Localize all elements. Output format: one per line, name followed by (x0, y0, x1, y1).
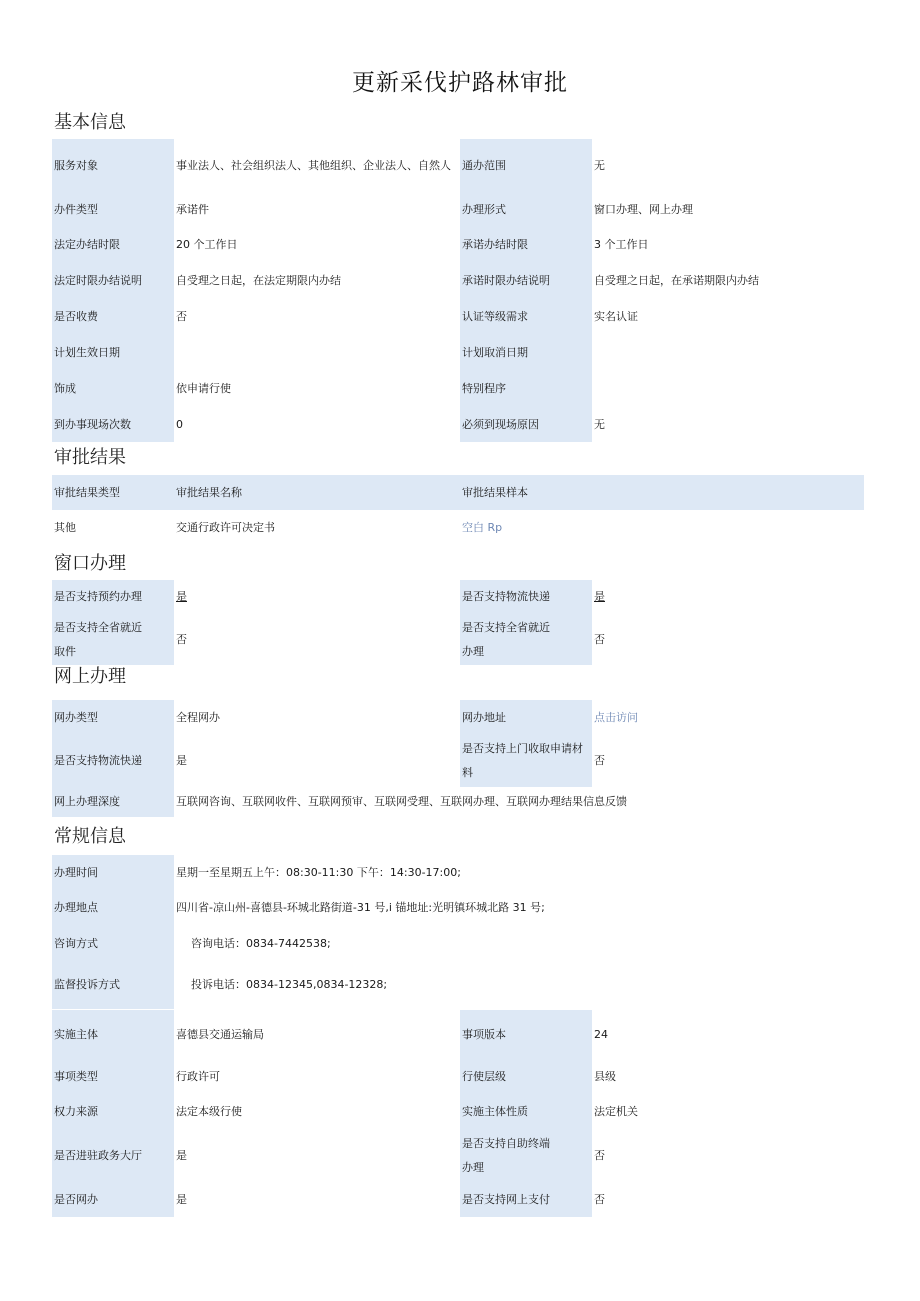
table-cell (592, 510, 864, 545)
field-label: 事项版本 (460, 1010, 592, 1059)
field-value: 法定机关 (592, 1094, 864, 1129)
field-label: 是否支持自助终端办理 (460, 1129, 592, 1182)
field-label: 饰成 (52, 371, 174, 407)
field-label: 办理形式 (460, 192, 592, 227)
table-row (52, 1129, 864, 1182)
field-label: 服务对象 (52, 139, 174, 192)
field-value: 否 (592, 735, 864, 787)
sample-link[interactable]: 空白 Rp (460, 510, 592, 545)
field-value: 自受理之日起，在法定期限内办结 (174, 262, 460, 299)
field-label: 承诺办结时限 (460, 227, 592, 262)
online-service-table (52, 700, 864, 817)
table-row (52, 1094, 864, 1129)
field-value: 否 (174, 614, 460, 665)
field-value: 否 (592, 1129, 864, 1182)
field-value: 星期一至星期五上午：08:30-11:30 下午：14:30-17:00; (174, 855, 864, 890)
column-header: 审批结果名称 (174, 475, 460, 510)
field-label: 办件类型 (52, 192, 174, 227)
field-value: 0 (174, 407, 460, 442)
field-value (174, 335, 460, 371)
approval-result-table (52, 475, 864, 545)
field-value: 是 (174, 1129, 460, 1182)
field-label: 网办地址 (460, 700, 592, 735)
field-label: 计划生效日期 (52, 335, 174, 371)
field-label: 监督投诉方式 (52, 961, 174, 1009)
table-row (52, 407, 864, 442)
field-value: 四川省-凉山州-喜德县-环城北路街道-31 号,i 锚地址:光明镇环城北路 31 号; (174, 890, 864, 926)
field-label: 办理地点 (52, 890, 174, 926)
table-cell: 其他 (52, 510, 174, 545)
field-value: 县级 (592, 1059, 864, 1094)
field-value: 无 (592, 407, 864, 442)
field-label: 认证等级需求 (460, 299, 592, 335)
table-row (52, 1059, 864, 1094)
field-value: 喜德县交通运输局 (174, 1010, 460, 1059)
field-label: 行使层级 (460, 1059, 592, 1094)
field-label: 实施主体 (52, 1010, 174, 1059)
field-value: 依申请行使 (174, 371, 460, 407)
field-label: 咨询方式 (52, 926, 174, 961)
field-label: 是否支持物流快递 (52, 735, 174, 787)
field-value: 窗口办理、网上办理 (592, 192, 864, 227)
table-row (52, 961, 864, 1009)
table-row (52, 192, 864, 227)
field-value: 全程网办 (174, 700, 460, 735)
field-label: 是否支持物流快递 (460, 580, 592, 614)
table-row (52, 262, 864, 299)
table-row (52, 139, 864, 192)
field-value: 实名认证 (592, 299, 864, 335)
field-label: 事项类型 (52, 1059, 174, 1094)
table-row (52, 926, 864, 961)
field-value: 20 个工作日 (174, 227, 460, 262)
field-label: 必须到现场原因 (460, 407, 592, 442)
table-header-row (52, 475, 864, 510)
field-label: 是否支持全省就近办理 (460, 614, 592, 665)
section-title-general: 常规信息 (54, 826, 126, 847)
field-label: 通办范围 (460, 139, 592, 192)
page-title: 更新采伐护路林审批 (352, 70, 568, 96)
field-label: 办理时间 (52, 855, 174, 890)
field-value: 事业法人、社会组织法人、其他组织、企业法人、自然人 (174, 139, 460, 192)
basic-info-grid (52, 139, 864, 442)
field-label: 计划取消日期 (460, 335, 592, 371)
field-label: 是否收费 (52, 299, 174, 335)
section-title-basic: 基本信息 (54, 112, 126, 133)
table-row (52, 580, 864, 614)
table-row (52, 335, 864, 371)
field-label: 实施主体性质 (460, 1094, 592, 1129)
field-label: 到办事现场次数 (52, 407, 174, 442)
field-label: 权力来源 (52, 1094, 174, 1129)
general-info-wide-table (52, 855, 864, 1009)
field-value: 咨询电话：0834-7442538; (174, 926, 864, 961)
field-label: 是否进驻政务大厅 (52, 1129, 174, 1182)
field-value: 自受理之日起，在承诺期限内办结 (592, 262, 864, 299)
table-row (52, 735, 864, 787)
field-label: 是否网办 (52, 1182, 174, 1217)
table-row (52, 614, 864, 665)
field-value: 投诉电话：0834-12345,0834-12328; (174, 961, 864, 1009)
field-label: 是否支持全省就近取件 (52, 614, 174, 665)
field-value: 无 (592, 139, 864, 192)
online-address-link[interactable]: 点击访问 (592, 700, 864, 735)
field-value: 是 (592, 580, 864, 614)
field-label: 特别程序 (460, 371, 592, 407)
column-header (592, 475, 864, 510)
table-row (52, 371, 864, 407)
field-label: 是否支持网上支付 (460, 1182, 592, 1217)
field-value: 否 (592, 1182, 864, 1217)
section-title-window: 窗口办理 (54, 553, 126, 574)
field-value: 法定本级行使 (174, 1094, 460, 1129)
field-label: 网办类型 (52, 700, 174, 735)
table-row (52, 855, 864, 890)
table-row (52, 299, 864, 335)
section-title-result: 审批结果 (54, 447, 126, 468)
table-row (52, 700, 864, 735)
field-label: 法定时限办结说明 (52, 262, 174, 299)
field-value (592, 371, 864, 407)
table-row (52, 890, 864, 926)
table-row (52, 227, 864, 262)
general-info-table (52, 1010, 864, 1217)
field-value: 是 (174, 580, 460, 614)
table-row (52, 1010, 864, 1059)
field-label: 是否支持上门收取申请材料 (460, 735, 592, 787)
window-service-table (52, 580, 864, 665)
table-row (52, 510, 864, 545)
field-value: 否 (592, 614, 864, 665)
field-label: 网上办理深度 (52, 787, 174, 817)
column-header: 审批结果类型 (52, 475, 174, 510)
field-value: 是 (174, 1182, 460, 1217)
field-value: 3 个工作日 (592, 227, 864, 262)
field-value: 行政许可 (174, 1059, 460, 1094)
field-value: 24 (592, 1010, 864, 1059)
field-label: 承诺时限办结说明 (460, 262, 592, 299)
column-header: 审批结果样本 (460, 475, 592, 510)
field-value (592, 335, 864, 371)
field-value: 是 (174, 735, 460, 787)
field-value: 承诺件 (174, 192, 460, 227)
table-row (52, 787, 864, 817)
table-row (52, 1182, 864, 1217)
section-title-online: 网上办理 (54, 666, 126, 687)
field-value: 互联网咨询、互联网收件、互联网预审、互联网受理、互联网办理、互联网办理结果信息反馈 (174, 787, 864, 817)
field-value: 否 (174, 299, 460, 335)
field-label: 是否支持预约办理 (52, 580, 174, 614)
table-cell: 交通行政许可决定书 (174, 510, 460, 545)
field-label: 法定办结时限 (52, 227, 174, 262)
